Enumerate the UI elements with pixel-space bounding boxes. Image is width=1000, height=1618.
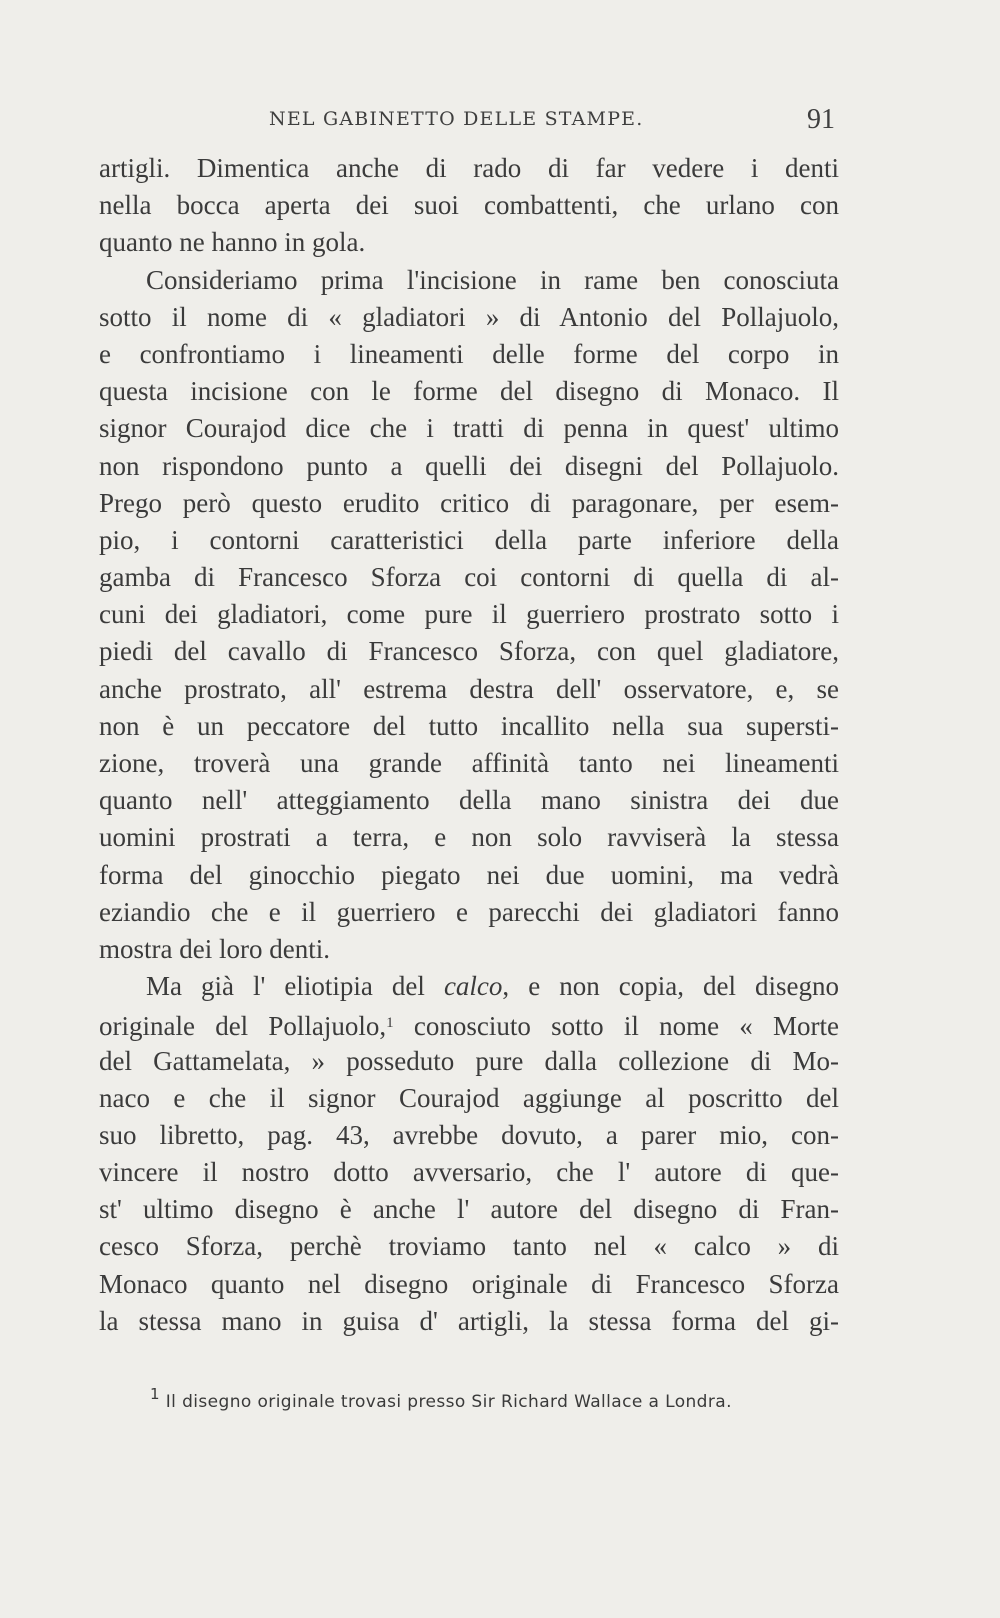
text-line: quanto ne hanno in gola.: [99, 227, 366, 258]
text-line: signor Courajod dice che i tratti di penna in quest' ultimo: [99, 413, 839, 444]
text-line: cesco Sforza, perchè troviamo tanto nel « calco » di: [99, 1231, 839, 1262]
page-number: 91: [807, 104, 835, 135]
text-line: eziandio che e il guerriero e parecchi dei gladiatori fanno: [99, 896, 839, 927]
text-line: naco e che il signor Courajod aggiunge al poscritto del: [99, 1082, 839, 1113]
footnote-marker: 1: [150, 1385, 160, 1403]
text-line: Consideriamo prima l'incisione in rame ben conosciuta: [146, 264, 839, 295]
text-line: vincere il nostro dotto avversario, che l' autore di que-: [99, 1157, 839, 1188]
running-title: NEL GABINETTO DELLE STAMPE.: [269, 108, 644, 130]
text-line: mostra dei loro denti.: [99, 933, 330, 964]
text-line: non rispondono punto a quelli dei disegni del Pollajuolo.: [99, 450, 839, 481]
text-line: artigli. Dimentica anche di rado di far vedere i denti: [99, 153, 839, 183]
italic-word: calco: [443, 971, 503, 1002]
text-line: pio, i contorni caratteristici della parte inferiore della: [99, 524, 839, 555]
text-line: sotto il nome di « gladiatori » di Antonio del Pollajuolo,: [99, 301, 839, 332]
page-header: [103, 104, 835, 134]
text-line: quanto nell' atteggiamento della mano sinistra dei due: [99, 785, 839, 816]
text-line: piedi del cavallo di Francesco Sforza, con quel gladiatore,: [99, 636, 839, 667]
text-line: forma del ginocchio piegato nei due uomini, ma vedrà: [99, 859, 839, 890]
text-line: suo libretto, pag. 43, avrebbe dovuto, a parer mio, con-: [99, 1119, 839, 1150]
text-line: cuni dei gladiatori, come pure il guerriero prostrato sotto i: [99, 599, 839, 630]
text-line: [99, 968, 839, 1005]
text-line: la stessa mano in guisa d' artigli, la stessa forma del gi-: [99, 1305, 839, 1336]
text-line: uomini prostrati a terra, e non solo ravviserà la stessa: [99, 822, 839, 853]
text-line: Prego però questo erudito critico di paragonare, per esem-: [99, 487, 839, 518]
text-line: anche prostrato, all' estrema destra dell' osservatore, e, se: [99, 673, 839, 704]
text-line: zione, troverà una grande affinità tanto nei lineamenti: [99, 748, 839, 778]
footnote-reference: 1: [386, 1015, 394, 1032]
text-span: conosciuto sotto il nome « Morte: [393, 1011, 839, 1042]
text-line: nella bocca aperta dei suoi combattenti, che urlano con: [99, 190, 839, 221]
text-line: e confrontiamo i lineamenti delle forme del corpo in: [99, 338, 839, 369]
text-span: originale del Pollajuolo,: [99, 1011, 387, 1042]
text-span: Ma già l' eliotipia del: [146, 971, 444, 1002]
text-line: gamba di Francesco Sforza coi contorni di quella di al-: [99, 562, 839, 593]
footnote-text: Il disegno originale trovasi presso Sir Richard Wallace a Londra.: [159, 1392, 732, 1412]
footnote: [150, 1385, 850, 1412]
text-line: non è un peccatore del tutto incallito nella sua supersti-: [99, 710, 839, 741]
text-span: , e non copia, del disegno: [502, 971, 839, 1002]
text-line: del Gattamelata, » posseduto pure dalla collezione di Mo-: [99, 1045, 839, 1076]
text-line: questa incisione con le forme del disegno di Monaco. Il: [99, 376, 839, 407]
text-line: Monaco quanto nel disegno originale di Francesco Sforza: [99, 1268, 839, 1299]
text-line: st' ultimo disegno è anche l' autore del disegno di Fran-: [99, 1194, 839, 1225]
body-text: [99, 150, 839, 1340]
text-line: [99, 1005, 839, 1042]
